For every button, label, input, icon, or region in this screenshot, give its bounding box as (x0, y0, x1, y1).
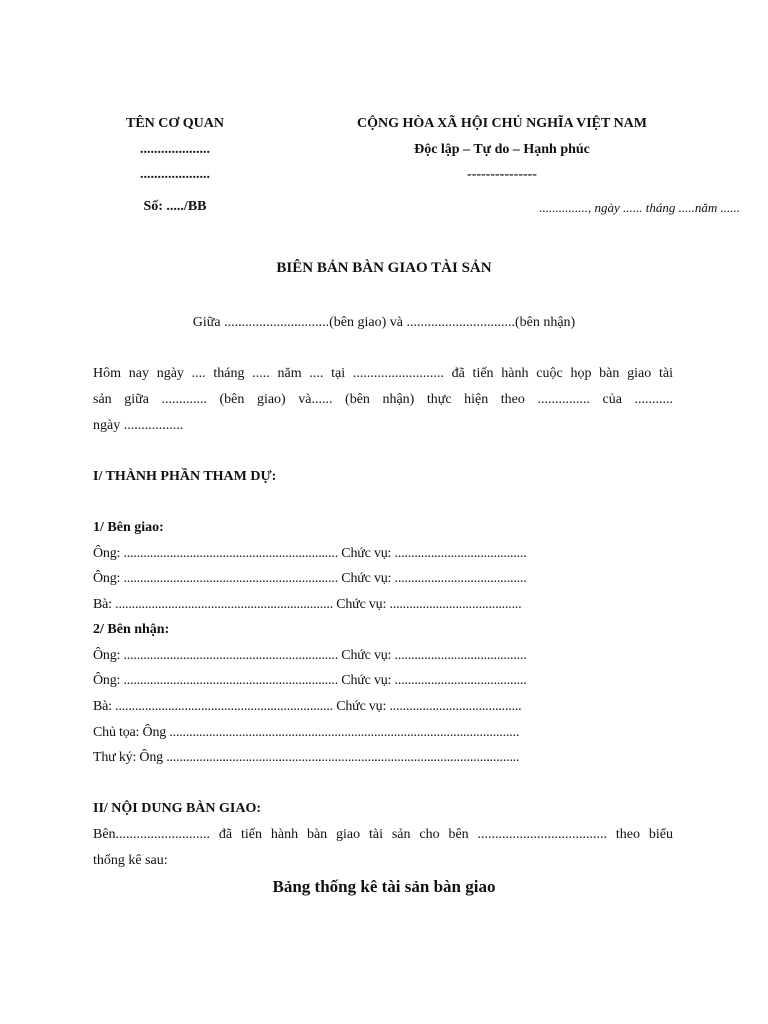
handover-paragraph (93, 822, 673, 873)
national-motto: Độc lập – Tự do – Hạnh phúc (414, 142, 590, 157)
handover-line: thống kê sau: (93, 852, 168, 868)
intro-paragraph (93, 361, 673, 439)
document-title: BIÊN BẢN BÀN GIAO TÀI SẢN (276, 260, 492, 276)
receiver-row: Bà: .................................................................. Chức vụ: ........................................ (93, 698, 522, 714)
giver-row: Ông: ................................................................. Chức vụ: ........................................ (93, 571, 527, 587)
receiver-row: Ông: ................................................................. Chức vụ: ........................................ (93, 673, 527, 689)
intro-line: sản giữa ............. (bên giao) và...... (bên nhận) thực hiện theo ............... của ........... (93, 392, 673, 407)
date-line: ..............., ngày ...... tháng .....năm ...... (539, 200, 740, 215)
secretary-row: Thư ký: Ông ........................................................................................................... (93, 750, 520, 766)
giver-row: Bà: .................................................................. Chức vụ: ........................................ (93, 596, 522, 612)
header-separator: --------------- (467, 167, 537, 182)
agency-line-2: .................... (140, 167, 210, 182)
handover-line: Bên........................... đã tiến hành bàn giao tài sản cho bên ..................................... theo biểu (93, 827, 673, 842)
section-handover-heading: II/ NỘI DUNG BÀN GIAO: (93, 801, 262, 816)
asset-table-caption: Bảng thống kê tài sản bàn giao (272, 877, 496, 896)
intro-line: ngày ................. (93, 418, 184, 433)
parties-line: Giữa ..............................(bên giao) và ...............................(bên nhận) (192, 315, 576, 330)
chair-row: Chủ tọa: Ông .......................................................................................................... (93, 724, 520, 740)
giver-row: Ông: ................................................................. Chức vụ: ........................................ (93, 545, 527, 561)
national-title: CỘNG HÒA XÃ HỘI CHỦ NGHĨA VIỆT NAM (356, 116, 647, 131)
receiver-row: Ông: ................................................................. Chức vụ: ........................................ (93, 647, 527, 663)
intro-line: Hôm nay ngày .... tháng ..... năm .... tại .......................... đã tiến hành cuộc họp bàn giao tài (93, 366, 673, 381)
document-number: Số: ...../BB (143, 199, 207, 214)
agency-name: TÊN CƠ QUAN (125, 116, 224, 131)
section-participants-heading: I/ THÀNH PHẦN THAM DỰ: (93, 469, 277, 484)
receiver-heading: 2/ Bên nhận: (93, 622, 170, 638)
participants-list (93, 515, 527, 771)
giver-heading: 1/ Bên giao: (93, 520, 164, 535)
agency-line-1: .................... (140, 142, 210, 157)
